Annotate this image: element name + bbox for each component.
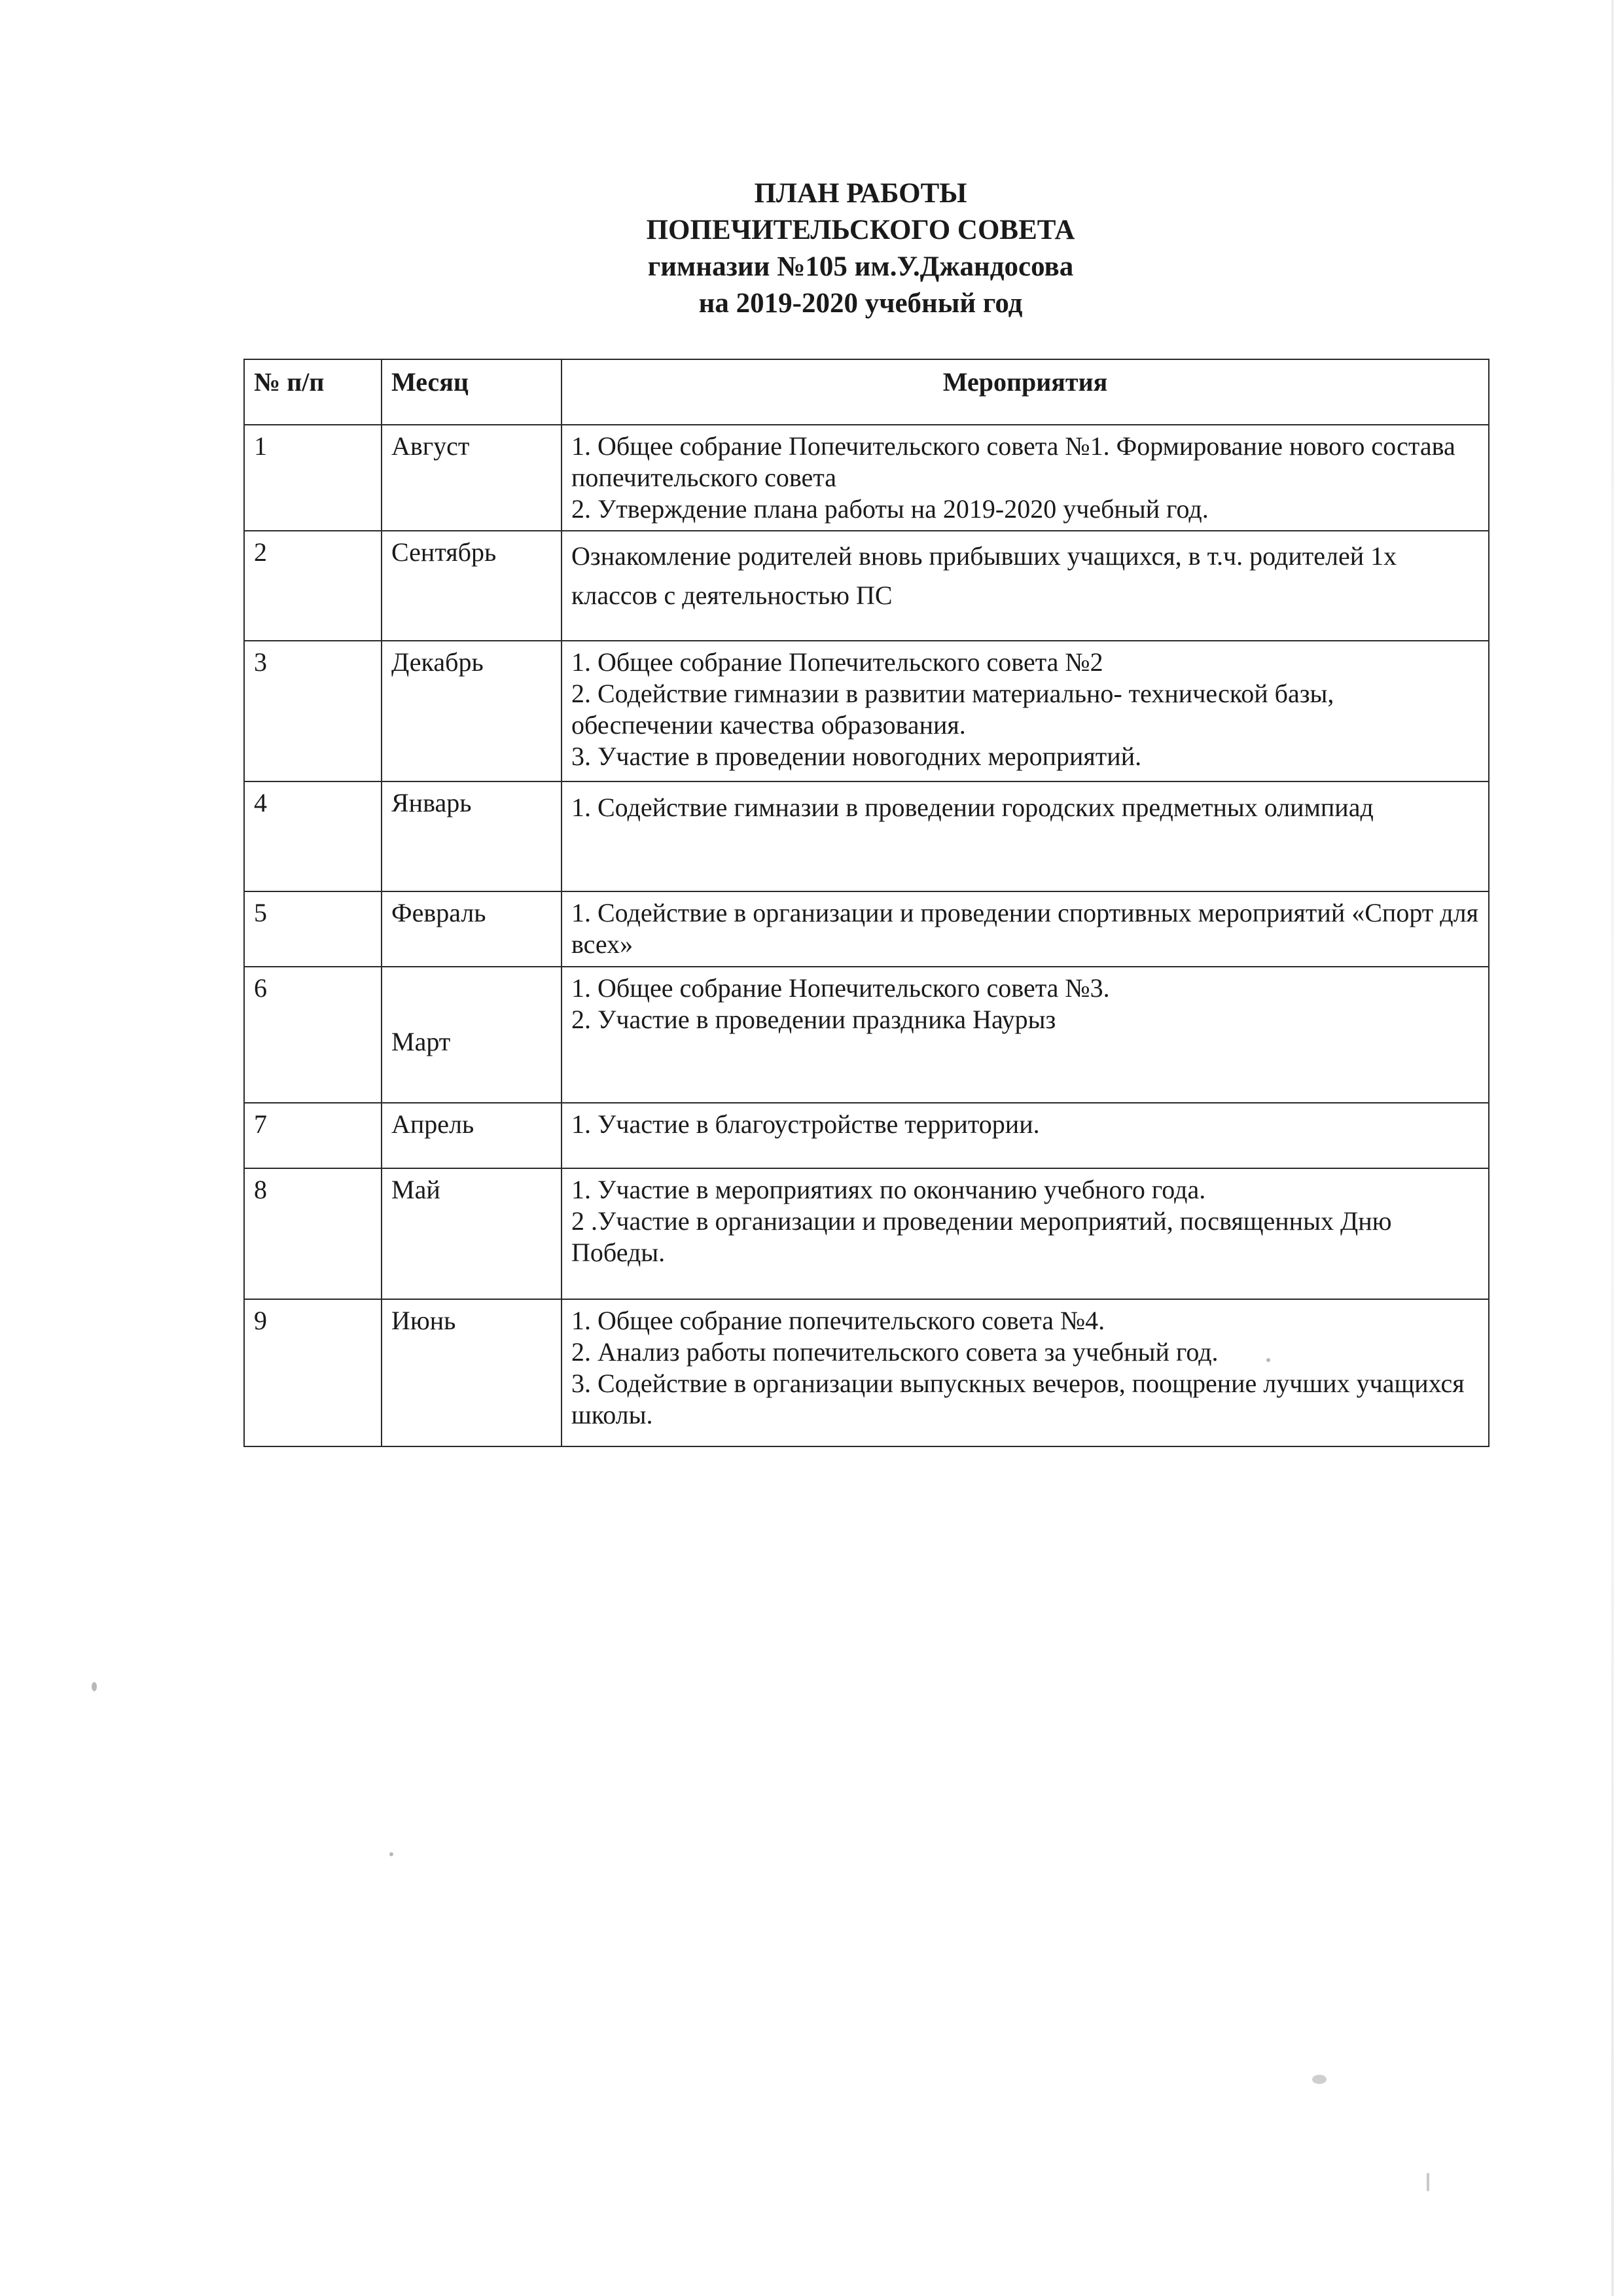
row-month: Июнь [382,1299,562,1446]
table-row [244,1103,1489,1168]
row-month: Январь [382,781,562,891]
event-item: 1. Общее собрание попечительского совета №4. [571,1306,1105,1335]
event-item: 1. Общее собрание Попечительского совета №1. Формирование нового состава попечительского совета [571,431,1455,492]
row-month: Сентябрь [382,531,562,641]
row-month: Август [382,425,562,531]
row-number: 2 [244,531,382,641]
row-month: Апрель [382,1103,562,1168]
event-item: 1. Общее собрание Попечительского совета №2 [571,647,1103,677]
row-events [562,781,1489,891]
scan-speck [92,1682,97,1691]
header-number: № п/п [244,359,382,425]
table-header-row [244,359,1489,425]
row-number: 1 [244,425,382,531]
event-item: 1. Содействие гимназии в проведении городских предметных олимпиад [571,793,1374,822]
row-events [562,891,1489,967]
event-item: 2. Участие в проведении праздника Наурыз [571,1005,1056,1034]
row-events [562,531,1489,641]
document-title [0,175,1623,322]
event-item: Ознакомление родителей вновь прибывших учащихся, в т.ч. родителей 1х классов с деятельностью ПС [571,541,1397,610]
scan-edge [1611,0,1614,2296]
row-number: 3 [244,641,382,781]
row-events [562,1299,1489,1446]
table-row [244,967,1489,1103]
scan-speck [1427,2173,1429,2191]
row-events [562,1168,1489,1299]
event-item: 1. Содействие в организации и проведении спортивных мероприятий «Спорт для всех» [571,898,1478,959]
row-events [562,967,1489,1103]
event-item: 2. Утверждение плана работы на 2019-2020 учебный год. [571,494,1209,524]
row-number: 6 [244,967,382,1103]
event-item: 3. Содействие в организации выпускных вечеров, поощрение лучших учащихся школы. [571,1369,1465,1429]
table-row [244,781,1489,891]
scan-speck [1312,2075,1327,2084]
table-row [244,531,1489,641]
event-item: 2. Анализ работы попечительского совета за учебный год. [571,1337,1219,1367]
row-events [562,1103,1489,1168]
row-number: 8 [244,1168,382,1299]
row-month: Февраль [382,891,562,967]
row-number: 7 [244,1103,382,1168]
row-month: Декабрь [382,641,562,781]
title-line-4: на 2019-2020 учебный год [698,288,1023,319]
row-number: 5 [244,891,382,967]
header-month: Месяц [382,359,562,425]
row-events [562,641,1489,781]
event-item: 2. Содействие гимназии в развитии материально- технической базы, обеспечении качества образования. [571,679,1334,740]
event-item: 1. Участие в мероприятиях по окончанию учебного года. [571,1175,1206,1204]
table-row [244,1299,1489,1446]
work-plan-table [243,359,1489,1447]
title-line-1: ПЛАН РАБОТЫ [754,178,967,209]
title-line-2: ПОПЕЧИТЕЛЬСКОГО СОВЕТА [646,215,1075,245]
event-item: 2 .Участие в организации и проведении мероприятий, посвященных Дню Победы. [571,1206,1392,1267]
event-item: 1. Общее собрание Нопечительского совета №3. [571,973,1110,1003]
event-item: 3. Участие в проведении новогодних мероприятий. [571,742,1142,771]
table-row [244,641,1489,781]
table-row [244,425,1489,531]
row-number: 9 [244,1299,382,1446]
scan-speck [1266,1358,1270,1362]
scan-speck [389,1852,393,1856]
table-row [244,891,1489,967]
row-month: Март [382,967,562,1103]
table-row [244,1168,1489,1299]
title-line-3: гимназии №105 им.У.Джандосова [647,251,1074,282]
header-events: Мероприятия [562,359,1489,425]
row-events [562,425,1489,531]
row-number: 4 [244,781,382,891]
row-month: Май [382,1168,562,1299]
event-item: 1. Участие в благоустройстве территории. [571,1109,1040,1139]
